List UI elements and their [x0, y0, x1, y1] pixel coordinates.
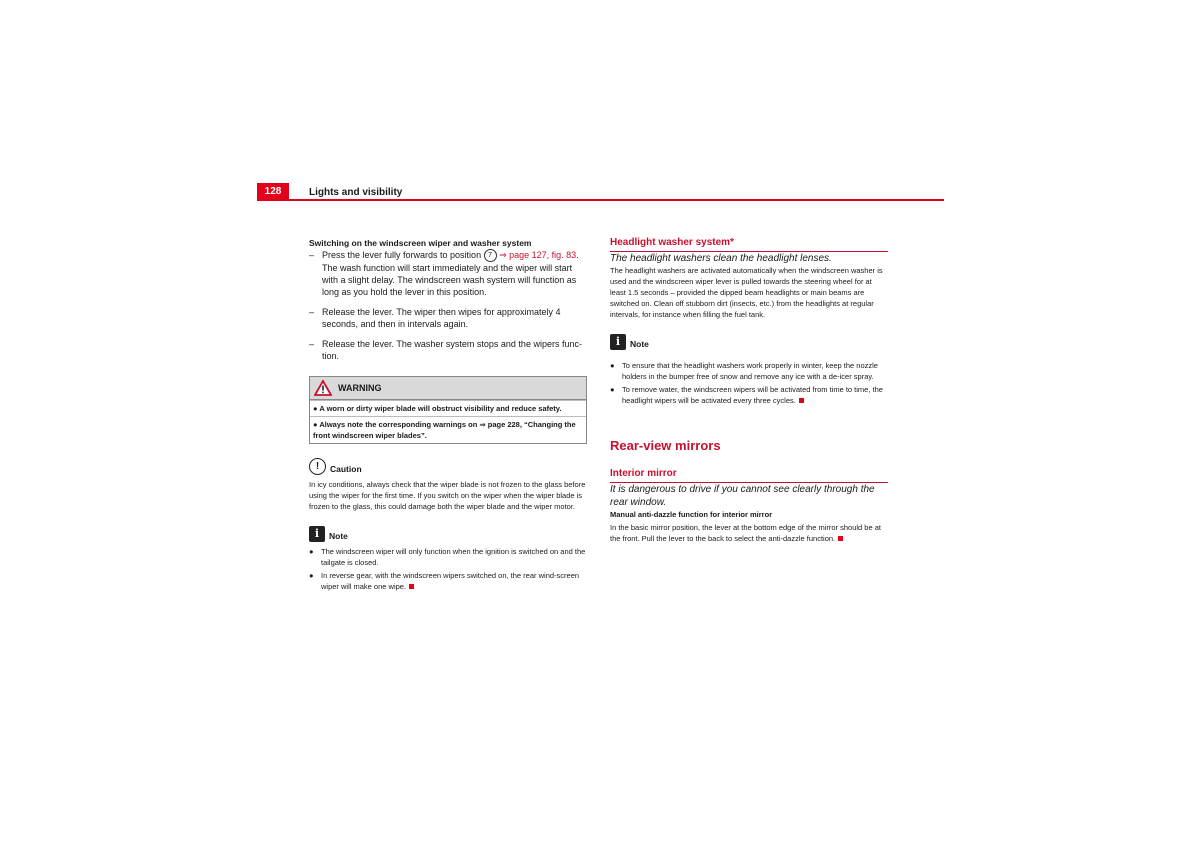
note-item: ● In reverse gear, with the windscreen wipers switched on, the rear wind-screen wiper will make one wipe.: [309, 571, 580, 592]
info-icon: i: [610, 334, 626, 350]
warning-label: WARNING: [338, 383, 382, 394]
caution-exclamation-icon: !: [309, 458, 326, 475]
note-item: ● The windscreen wiper will only function when the ignition is switched on and the tailgate is closed.: [309, 547, 586, 568]
interior-mirror-heading: Interior mirror: [610, 468, 888, 483]
step-2-text: Release the lever. The wiper then wipes for approximately 4 seconds, and then in intervals again.: [322, 307, 561, 330]
rear-view-mirrors-heading: Rear-view mirrors: [610, 438, 721, 453]
note-item-text: In reverse gear, with the windscreen wipers switched on, the rear wind-screen wiper will make one wipe.: [321, 571, 580, 592]
note-item: ● To ensure that the headlight washers work properly in winter, keep the nozzle holders in the bumper free of snow and remove any ice with a de-icer spray.: [610, 360, 888, 382]
headlight-washer-heading: Headlight washer system*: [610, 237, 888, 252]
end-of-section-mark: [838, 536, 843, 541]
note-header: [610, 334, 888, 350]
step-1-post: . The wash function will start immediately and the wiper will start with a slight delay. The windscreen wash system will function as long as you hold the lever in this position.: [322, 250, 579, 298]
warning-item-text: A worn or dirty wiper blade will obstruct visibility and reduce safety.: [319, 404, 562, 414]
note-item-text: To remove water, the windscreen wipers will be activated from time to time, the headlight wipers will be activated every three cycles.: [622, 385, 883, 405]
caution-label: Caution: [330, 464, 362, 475]
step-dash: –: [309, 339, 315, 350]
headlight-washer-lead: The headlight washers clean the headlight lenses.: [610, 253, 832, 264]
warning-box: [309, 376, 587, 444]
step-3-text: Release the lever. The washer system stops and the wipers func-tion.: [322, 339, 582, 362]
header-rule: [257, 199, 944, 201]
anti-dazzle-subheading: Manual anti-dazzle function for interior mirror: [610, 510, 773, 519]
interior-mirror-lead: It is dangerous to drive if you cannot see clearly through the rear window.: [610, 484, 875, 508]
step-1: [309, 249, 587, 298]
left-column: [309, 237, 587, 592]
wiper-washer-subheading: Switching on the windscreen wiper and washer system: [309, 238, 532, 248]
right-column: [610, 237, 888, 544]
position-badge: 7: [484, 249, 497, 262]
info-icon: i: [309, 526, 325, 542]
step-dash: –: [309, 250, 315, 260]
warning-triangle-icon: [314, 380, 332, 396]
note-item-text: To ensure that the headlight washers work properly in winter, keep the nozzle holders in the bumper free of snow and remove any ice with a de-icer spray.: [622, 361, 878, 381]
note-item-text: The windscreen wiper will only function when the ignition is switched on and the tailgate is closed.: [321, 547, 586, 568]
warning-header: [310, 377, 586, 400]
step-2: [309, 306, 587, 330]
caution-header: [309, 458, 587, 475]
page-ref-link[interactable]: ⇒ page 127, fig. 83: [499, 250, 577, 260]
end-of-section-mark: [799, 398, 804, 403]
step-3: [309, 338, 587, 362]
note-label: Note: [630, 339, 649, 349]
headlight-washer-body: The headlight washers are activated automatically when the windscreen washer is used and the windscreen wiper lever is pulled towards the steering wheel for at least 1.5 seconds – provided the dipped beam headlights or main beams are switched on. Clean off stubborn dirt (insects, etc.) from the headlights at regular intervals, for instance when filling the fuel tank.: [610, 266, 883, 319]
note-label: Note: [329, 531, 348, 542]
warning-item-text: Always note the corresponding warnings on ⇒ page 228, “Changing the front windscreen wiper blades”.: [313, 420, 576, 441]
note-item: ● To remove water, the windscreen wipers will be activated from time to time, the headlight wipers will be activated every three cycles.: [610, 385, 883, 405]
page-number: 128: [257, 183, 289, 200]
step-1-pre: Press the lever fully forwards to position: [322, 250, 484, 260]
chapter-title: Lights and visibility: [309, 187, 403, 198]
warning-item: ● Always note the corresponding warnings on ⇒ page 228, “Changing the front windscreen wiper blades”.: [310, 416, 586, 443]
end-of-section-mark: [409, 584, 414, 589]
caution-text: In icy conditions, always check that the wiper blade is not frozen to the glass before using the wiper for the first time. If you switch on the wiper when the wiper blade is frozen to the glass, this could damage both the wiper blade and the wiper motor.: [309, 480, 586, 512]
warning-item: ● A worn or dirty wiper blade will obstruct visibility and reduce safety.: [310, 400, 586, 416]
step-dash: –: [309, 307, 315, 318]
anti-dazzle-body: In the basic mirror position, the lever at the bottom edge of the mirror should be at the front. Pull the lever to the back to select the anti-dazzle function.: [610, 523, 881, 543]
note-header: [309, 526, 587, 542]
